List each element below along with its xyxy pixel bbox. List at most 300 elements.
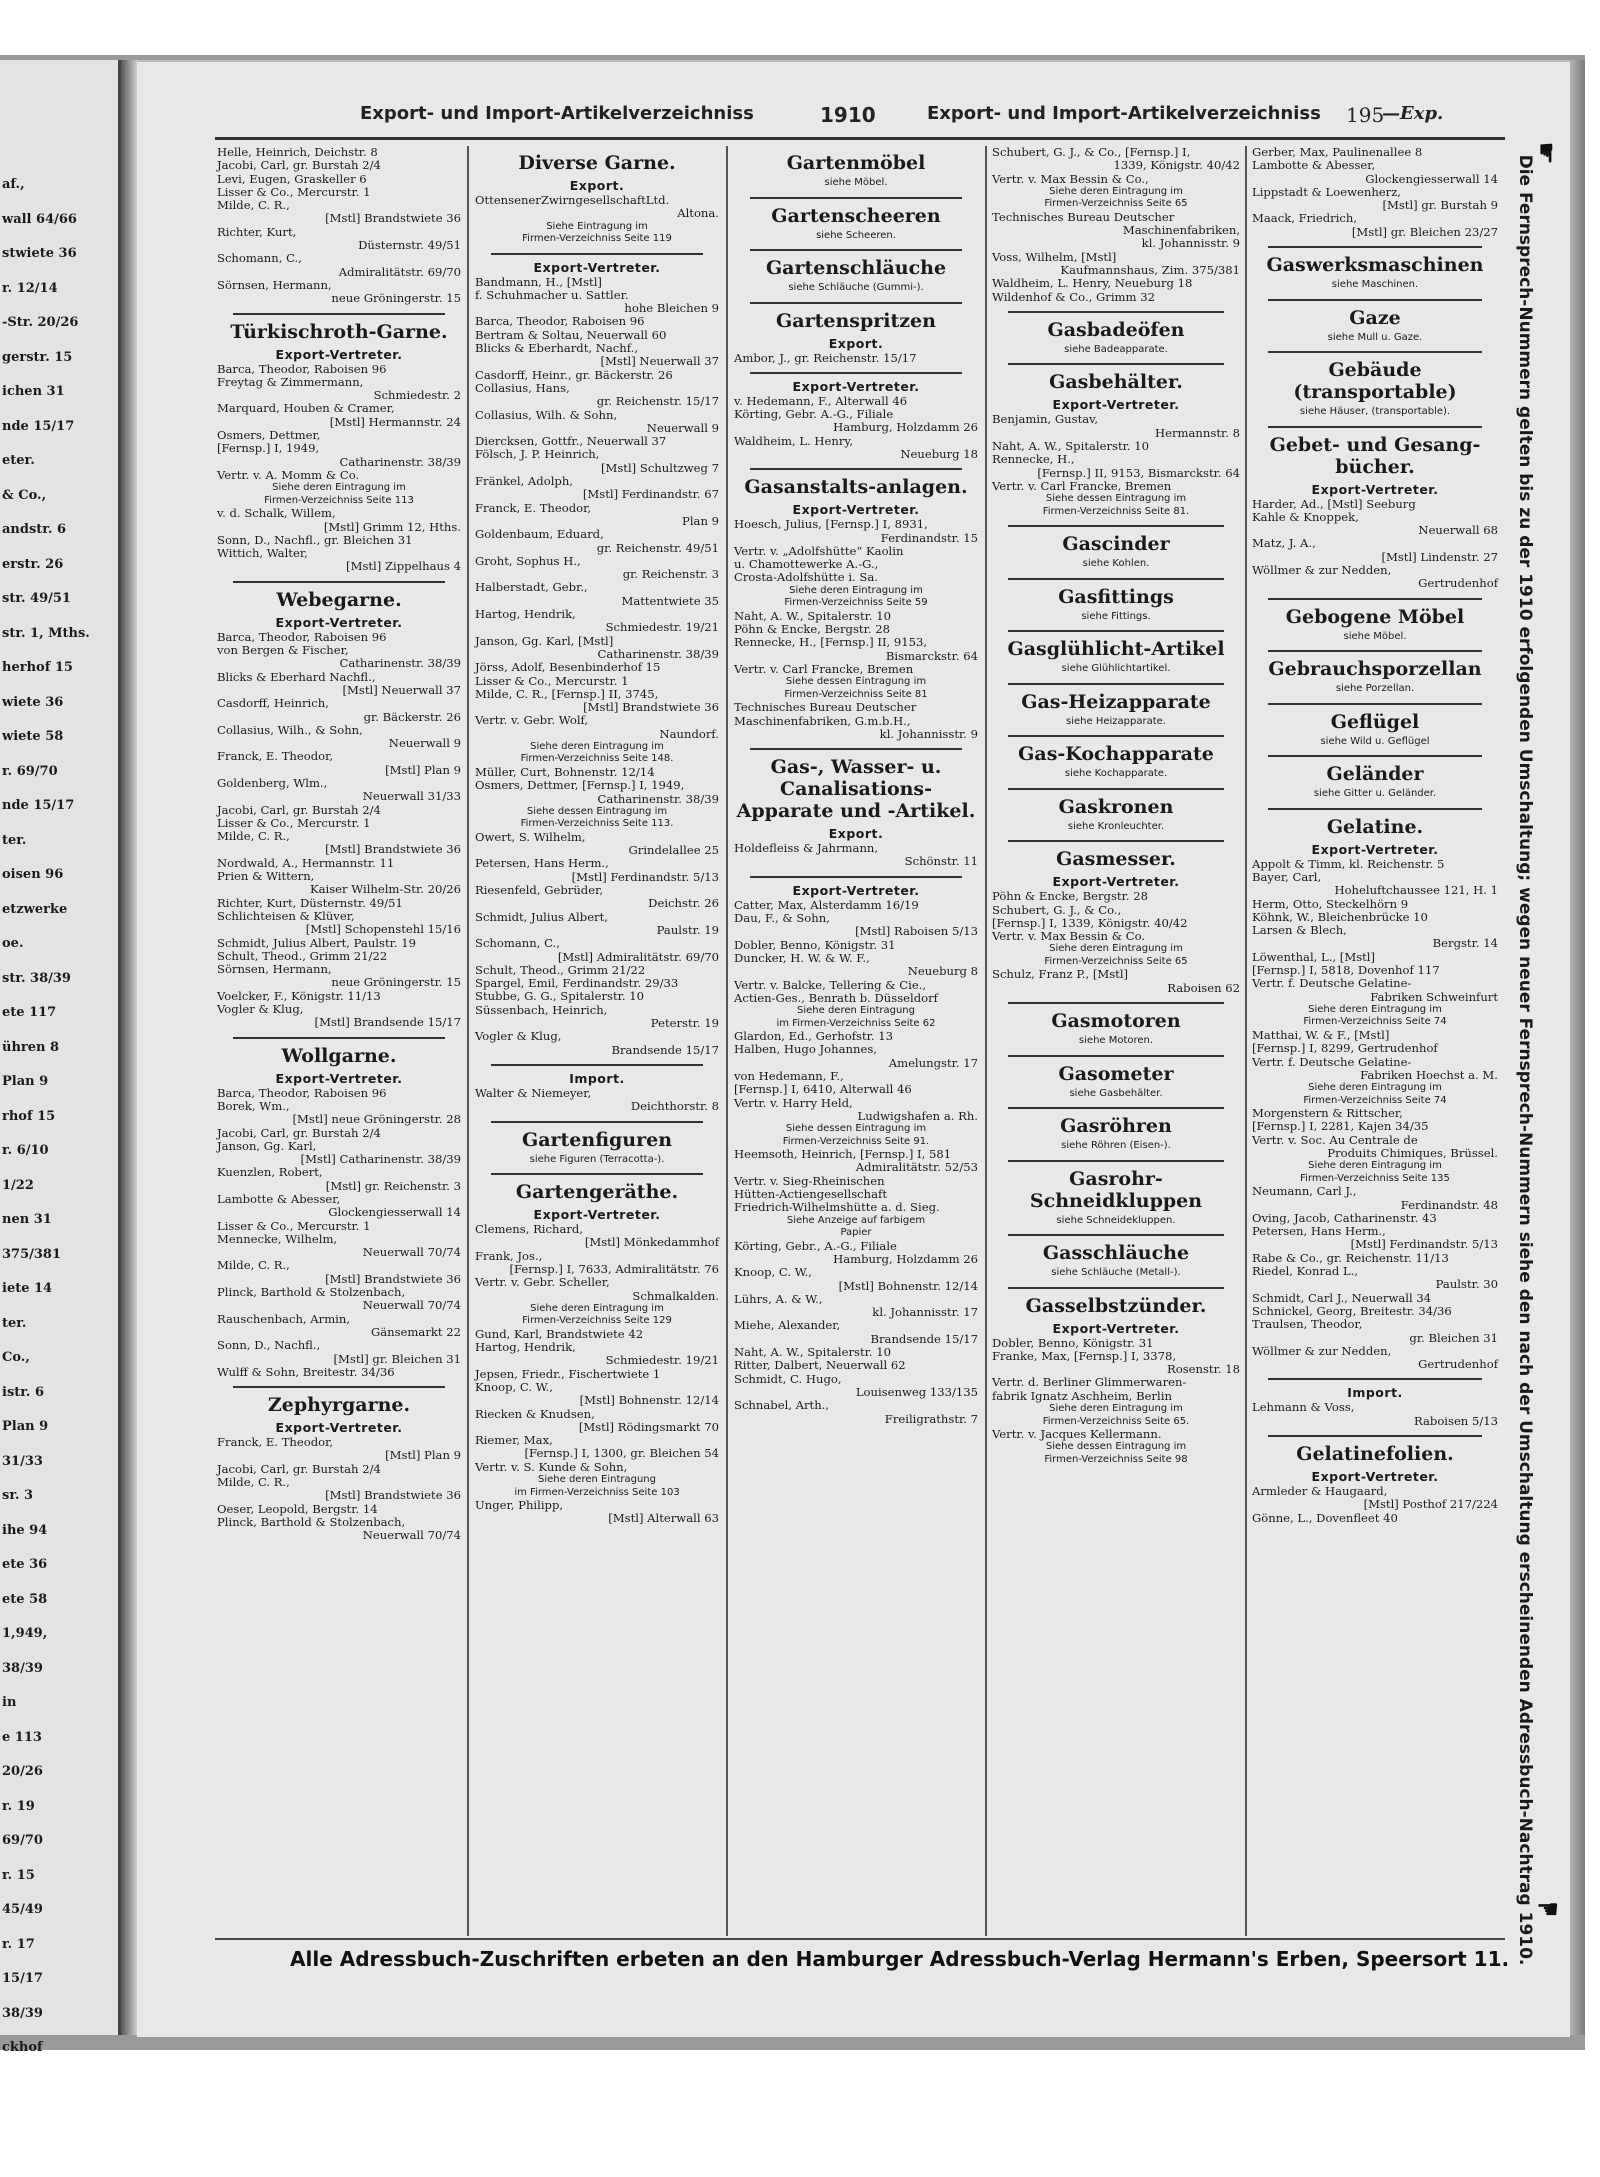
directory-entry: Ambor, J., gr. Reichenstr. 15/17 (734, 350, 917, 365)
directory-entry: Armleder & Haugaard, (1252, 1484, 1388, 1499)
directory-entry: Hartog, Hendrik, (475, 1340, 576, 1355)
category-heading: Gartenfiguren (521, 1128, 673, 1151)
left-page-fragment: r. 12/14 (2, 280, 58, 296)
directory-entry: Bayer, Carl, (1252, 869, 1322, 884)
left-page-fragment: 38/39 (2, 1660, 43, 1676)
directory-entry: v. d. Schalk, Willem, (217, 506, 336, 521)
section-rule (1008, 840, 1224, 842)
section-rule (1008, 1287, 1224, 1289)
directory-entry: Voelcker, F., Königstr. 11/13 (217, 988, 381, 1003)
cross-reference-note: Siehe deren Eintragung im (530, 1302, 664, 1314)
cross-reference-note: siehe Schläuche (Gummi-). (788, 282, 924, 293)
running-header-left: Export- und Import-Artikelverzeichniss (360, 103, 754, 124)
entry-address: Neuerwall 70/74 (362, 1528, 461, 1543)
section-rule (1268, 351, 1482, 353)
directory-entry: Osmers, Dettmer, (217, 428, 321, 443)
category-heading: Gartenscheeren (771, 204, 941, 227)
directory-entry: Schmidt, Julius Albert, Paulstr. 19 (217, 935, 416, 950)
directory-entry: Larsen & Blech, (1252, 923, 1347, 938)
directory-entry: Pöhn & Encke, Bergstr. 28 (992, 889, 1148, 904)
directory-entry: Naht, A. W., Spitalerstr. 10 (734, 1345, 891, 1360)
entry-address: Schmalkalden. (632, 1288, 719, 1303)
directory-entry: Müller, Curt, Bohnenstr. 12/14 (475, 764, 655, 779)
directory-entry: Riemer, Max, (475, 1433, 553, 1448)
column-rule (1245, 146, 1247, 1936)
entry-address: Neuerwall 68 (1418, 523, 1498, 538)
directory-entry: Fölsch, J. P. Heinrich, (475, 447, 600, 462)
cross-reference-note: Siehe deren Eintragung im (1049, 1403, 1183, 1415)
category-label: Export-Vertreter. (792, 502, 920, 518)
section-rule (1268, 426, 1482, 428)
category-label: Export. (569, 178, 625, 193)
left-page-fragment: stwiete 36 (2, 246, 77, 261)
category-label: Export-Vertreter. (275, 1420, 403, 1436)
entry-address: [Mstl] Schopenstehl 15/16 (305, 922, 461, 937)
entry-address: Neueburg 18 (900, 446, 978, 461)
entry-address: Catharinenstr. 38/39 (339, 656, 461, 671)
directory-entry: Sörnsen, Hermann, (217, 277, 332, 292)
pointing-hand-icon: ☚ (1536, 1895, 1560, 1925)
cross-reference-note: im Firmen-Verzeichniss Seite 62 (776, 1017, 936, 1029)
book-spine (121, 60, 137, 2035)
entry-address: Plan 9 (682, 513, 719, 528)
section-rule (1008, 1234, 1224, 1236)
section-rule (1008, 578, 1224, 580)
directory-entry: Barca, Theodor, Raboisen 96 (217, 629, 387, 644)
directory-entry: [Fernsp.] I, 6410, Alterwall 46 (734, 1082, 912, 1097)
entry-address: Rosenstr. 18 (1167, 1362, 1240, 1377)
directory-entry: Ritter, Dalbert, Neuerwall 62 (734, 1358, 906, 1373)
vertical-telephone-note (1510, 154, 1540, 1966)
entry-address: [Mstl] neue Gröningerstr. 28 (292, 1112, 461, 1127)
section-marker: —Exp. (1382, 103, 1444, 124)
entry-address: gr. Reichenstr. 15/17 (596, 394, 719, 409)
directory-entry: Plinck, Barthold & Stolzenbach, (217, 1514, 406, 1529)
cross-reference-note: Firmen-Verzeichniss Seite 148. (520, 753, 674, 765)
section-rule (750, 748, 962, 750)
entry-address: [Mstl] Ferdinandstr. 5/13 (1350, 1237, 1498, 1252)
section-rule (1268, 1378, 1482, 1380)
left-page-fragment: iete 14 (2, 1281, 53, 1296)
category-heading: Zephyrgarne. (267, 1394, 411, 1417)
column-3 (732, 146, 980, 1936)
directory-entry: Knoop, C. W., (734, 1265, 812, 1280)
entry-address: [Mstl] Plan 9 (385, 1448, 461, 1463)
directory-entry: Matthai, W. & F., [Mstl] (1252, 1027, 1390, 1042)
left-page-fragment: oisen 96 (2, 867, 64, 882)
left-page-fragment: eter. (2, 453, 35, 468)
column-5 (1250, 146, 1500, 1936)
section-rule (1268, 299, 1482, 301)
directory-entry: Jacobi, Carl, gr. Burstah 2/4 (217, 1125, 381, 1140)
cross-reference-note: siehe Fittings. (1081, 610, 1151, 622)
category-label: Export-Vertreter. (1052, 1320, 1180, 1336)
directory-entry: Schmidt, Julius Albert, (475, 909, 608, 924)
directory-entry: Vertr. v. Harry Held, (734, 1095, 853, 1110)
entry-address: Ferdinandstr. 48 (1400, 1197, 1498, 1212)
left-page-fragment: -Str. 20/26 (2, 315, 79, 330)
left-page-fragment: ete 58 (2, 1591, 48, 1607)
entry-address: Düsternstr. 49/51 (358, 238, 461, 253)
entry-address: Schmiedestr. 19/21 (605, 1353, 719, 1368)
directory-entry: Petersen, Hans Herm., (475, 856, 609, 871)
category-label: Export-Vertreter. (792, 882, 920, 898)
entry-address: Neuerwall 70/74 (362, 1298, 461, 1313)
entry-address: [Mstl] Grimm 12, Hths. (323, 519, 461, 534)
cross-reference-note: siehe Schläuche (Metall-). (1051, 1267, 1181, 1279)
section-rule (1268, 1435, 1482, 1437)
directory-entry: Gerber, Max, Paulinenallee 8 (1252, 145, 1423, 159)
left-page-fragment: 69/70 (2, 1833, 43, 1848)
entry-address: Deichstr. 26 (648, 896, 719, 911)
entry-address: Paulstr. 30 (1435, 1277, 1498, 1292)
directory-entry: Vertr. v. Soc. Au Centrale de (1252, 1132, 1418, 1147)
directory-entry: Goldenberg, Wlm., (217, 775, 328, 790)
left-page-fragment: istr. 6 (2, 1384, 45, 1400)
cross-reference-note: siehe Glühlichtartikel. (1061, 663, 1171, 675)
entry-address: [Mstl] Bohnenstr. 12/14 (579, 1393, 719, 1408)
directory-entry: Lisser & Co., Mercurstr. 1 (217, 184, 371, 199)
category-heading: Gascinder (1062, 533, 1170, 556)
directory-entry: Hartog, Hendrik, (475, 607, 576, 622)
cross-reference-note: siehe Motoren. (1078, 1035, 1154, 1047)
left-page-fragment: andstr. 6 (2, 522, 67, 537)
cross-reference-note: Papier (840, 1227, 872, 1239)
category-label: Export-Vertreter. (533, 1207, 661, 1223)
directory-entry: Lisser & Co., Mercurstr. 1 (475, 673, 629, 688)
directory-entry: Oeser, Leopold, Bergstr. 14 (217, 1501, 378, 1516)
directory-entry: Benjamin, Gustav, (992, 412, 1099, 427)
entry-address: [Mstl] Mönkedammhof (584, 1235, 719, 1250)
left-page-fragment: r. 19 (2, 1798, 35, 1814)
entry-address: [Mstl] Neuerwall 37 (600, 354, 719, 369)
category-heading: Webegarne. (276, 588, 402, 611)
entry-address: Maschinenfabriken, (1122, 223, 1240, 238)
directory-entry: Stubbe, G. G., Spitalerstr. 10 (475, 989, 645, 1004)
header-rule (215, 137, 1505, 140)
section-rule (491, 1173, 703, 1175)
directory-entry: [Fernsp.] I, 8299, Gertrudenhof (1252, 1041, 1438, 1056)
cross-reference-note: Firmen-Verzeichniss Seite 65 (1044, 955, 1188, 967)
directory-entry: Lambotte & Abesser, (217, 1192, 341, 1206)
directory-entry: Actien-Ges., Benrath b. Düsseldorf (734, 990, 938, 1005)
entry-address: Ludwigshafen a. Rh. (857, 1108, 978, 1123)
section-rule (1268, 808, 1482, 810)
entry-address: [Mstl] Ferdinandstr. 67 (582, 487, 719, 502)
section-rule (1008, 311, 1224, 313)
cross-reference-note: Firmen-Verzeichniss Seite 74 (1303, 1016, 1447, 1028)
directory-entry: Vertr. f. Deutsche Gelatine- (1252, 1054, 1412, 1069)
directory-entry: [Fernsp.] I, 1339, Königstr. 40/42 (992, 915, 1188, 930)
left-page-fragment: str. 38/39 (2, 970, 71, 986)
directory-entry: Wildenhof & Co., Grimm 32 (992, 289, 1155, 304)
cross-reference-note: Siehe dessen Eintragung im (1045, 493, 1187, 505)
cross-reference-note: siehe Badeapparate. (1064, 343, 1168, 355)
directory-entry: Franke, Max, [Fernsp.] I, 3378, (992, 1348, 1177, 1363)
cross-reference-note: Firmen-Verzeichniss Seite 129 (522, 1315, 672, 1327)
entry-address: [Mstl] Rödingsmarkt 70 (578, 1419, 719, 1434)
cross-reference-note: siehe Kronleuchter. (1067, 820, 1165, 832)
directory-entry: Technisches Bureau Deutscher (992, 209, 1175, 224)
category-label: Export-Vertreter. (1311, 481, 1439, 497)
directory-entry: Schult, Theod., Grimm 21/22 (475, 962, 646, 977)
directory-entry: Lührs, A. & W., (734, 1291, 823, 1306)
cross-reference-note: siehe Gitter u. Geländer. (1313, 788, 1437, 800)
cross-reference-note: siehe Figuren (Terracotta-). (529, 1153, 665, 1165)
entry-address: Catharinenstr. 38/39 (339, 454, 461, 469)
entry-address: [Fernsp.] I, 1300, gr. Bleichen 54 (524, 1446, 719, 1461)
category-heading: Gaze (1349, 306, 1401, 329)
pointing-hand-icon: ☛ (1530, 141, 1561, 165)
category-heading: Gasglühlicht-Artikel (1007, 638, 1225, 661)
section-rule (1268, 246, 1482, 248)
entry-address: Kaufmannshaus, Zim. 375/381 (1060, 263, 1240, 278)
directory-entry: Halben, Hugo Johannes, (734, 1042, 877, 1057)
category-heading: Gasbadeöfen (1047, 318, 1185, 341)
section-rule (233, 1037, 445, 1039)
section-rule (750, 372, 962, 374)
directory-entry: Appolt & Timm, kl. Reichenstr. 5 (1252, 856, 1445, 871)
entry-address: Mattentwiete 35 (621, 593, 719, 608)
cross-reference-note: siehe Wild u. Geflügel (1320, 735, 1430, 747)
entry-address: [Mstl] gr. Reichenstr. 3 (325, 1178, 461, 1193)
directory-entry: u. Chamottewerke A.-G., (734, 557, 879, 572)
directory-entry: Casdorff, Heinr., gr. Bäckerstr. 26 (475, 367, 673, 382)
running-header-year: 1910 (820, 103, 876, 127)
directory-entry: Blicks & Eberhard Nachfl., (217, 669, 376, 684)
left-page-fragment: r. 15 (2, 1867, 35, 1883)
directory-entry: Groht, Sophus H., (475, 553, 581, 568)
directory-entry: Schult, Theod., Grimm 21/22 (217, 948, 388, 963)
directory-entry: Bandmann, H., [Mstl] (475, 274, 602, 289)
section-rule (1008, 1055, 1224, 1057)
section-rule (750, 197, 962, 199)
cross-reference-note: siehe Kohlen. (1082, 558, 1150, 570)
cross-reference-note: Siehe deren Eintragung im (1308, 1160, 1442, 1172)
directory-entry: Heemsoth, Heinrich, [Fernsp.] I, 581 (734, 1147, 952, 1162)
cross-reference-note: Siehe dessen Eintragung im (785, 1123, 927, 1135)
directory-entry: Wittich, Walter, (217, 546, 308, 561)
category-heading: Gartengeräthe. (515, 1181, 679, 1204)
directory-entry: Osmers, Dettmer, [Fernsp.] I, 1949, (475, 778, 685, 793)
section-rule (233, 313, 445, 315)
directory-entry: Neumann, Carl J., (1252, 1184, 1357, 1199)
left-page-fragment: ckhof (2, 2040, 43, 2055)
entry-address: [Mstl] Lindenstr. 27 (1381, 549, 1498, 564)
directory-entry: Vogler & Klug, (217, 1002, 304, 1017)
cross-reference-note: im Firmen-Verzeichniss Seite 103 (514, 1486, 680, 1498)
left-page-fragment: ter. (2, 832, 27, 848)
entry-address: [Mstl] Catharinenstr. 38/39 (300, 1152, 461, 1167)
directory-entry: Franck, E. Theodor, (475, 500, 592, 515)
entry-address: Admiralitätstr. 69/70 (338, 264, 461, 279)
directory-entry: Traulsen, Theodor, (1252, 1317, 1363, 1332)
directory-entry: von Bergen & Fischer, (217, 643, 349, 658)
entry-address: Fabriken Schweinfurt (1370, 989, 1498, 1004)
category-heading: Gartenspritzen (776, 309, 936, 332)
column-rule (726, 146, 728, 1936)
directory-entry: Vertr. v. Sieg-Rheinischen (734, 1173, 885, 1188)
section-rule (1008, 363, 1224, 365)
entry-address: Glockengiesserwall 14 (1365, 171, 1498, 186)
cross-reference-note: Siehe deren Eintragung (797, 1005, 915, 1017)
entry-address: Gertrudenhof (1418, 576, 1498, 591)
entry-address: gr. Bäckerstr. 26 (363, 709, 461, 724)
section-rule (491, 1064, 703, 1066)
directory-entry: Vertr. v. S. Kunde & Sohn, (475, 1459, 628, 1474)
entry-address: Brandsende 15/17 (611, 1042, 719, 1057)
directory-entry: Collasius, Wilh., & Sohn, (217, 722, 363, 737)
cross-reference-note: Siehe dessen Eintragung im (526, 805, 668, 817)
directory-entry: Walter & Niemeyer, (475, 1085, 592, 1100)
category-heading: Gebäude (transportable) (1293, 359, 1457, 404)
directory-entry: Vertr. v. Max Bessin & Co. (992, 929, 1146, 944)
left-page-fragment: 1,949, (2, 1626, 48, 1641)
cross-reference-note: siehe Kochapparate. (1064, 768, 1168, 780)
cross-reference-note: siehe Schneidekluppen. (1056, 1214, 1176, 1226)
cross-reference-note: Siehe deren Eintragung im (530, 740, 664, 752)
entry-address: [Mstl] Brandstwiete 36 (325, 211, 461, 226)
section-rule (750, 249, 962, 251)
section-rule (233, 1386, 445, 1388)
directory-entry: Diercksen, Gottfr., Neuerwall 37 (475, 434, 667, 449)
entry-address: [Mstl] Neuerwall 37 (342, 682, 461, 697)
section-rule (1008, 735, 1224, 737)
directory-entry: Dobler, Benno, Königstr. 31 (734, 937, 896, 952)
category-heading: Gasmesser. (1056, 848, 1176, 871)
entry-address: Raboisen 62 (1167, 980, 1240, 995)
directory-entry: Friedrich-Wilhelmshütte a. d. Sieg. (734, 1200, 940, 1215)
entry-address: [Mstl] Admiralitätstr. 69/70 (557, 949, 719, 964)
directory-entry: Maack, Friedrich, (1252, 211, 1358, 226)
directory-entry: Dobler, Benno, Königstr. 31 (992, 1335, 1154, 1350)
left-page-fragment: wiete 58 (2, 729, 64, 744)
category-heading: Gas-, Wasser- u. Canalisations-Apparate und -Artikel. (736, 756, 976, 823)
directory-entry: Crosta-Adolfshütte i. Sa. (734, 570, 878, 585)
cross-reference-note: Firmen-Verzeichniss Seite 119 (522, 233, 672, 245)
section-rule (491, 253, 703, 255)
directory-entry: Jepsen, Friedr., Fischertwiete 1 (475, 1366, 661, 1381)
entry-address: Gertrudenhof (1418, 1357, 1498, 1372)
cross-reference-note: siehe Möbel. (1343, 630, 1407, 642)
directory-entry: Petersen, Hans Herm., (1252, 1224, 1386, 1239)
directory-entry: Clemens, Richard, (475, 1222, 584, 1237)
category-heading: Diverse Garne. (518, 152, 676, 174)
entry-address: Deichthorstr. 8 (630, 1099, 719, 1114)
section-rule (1008, 683, 1224, 685)
directory-entry: Vertr. d. Berliner Glimmerwaren- (992, 1375, 1187, 1390)
cross-reference-note: Firmen-Verzeichniss Seite 74 (1303, 1094, 1447, 1106)
entry-address: Amelungstr. 17 (888, 1055, 978, 1070)
entry-address: Catharinenstr. 38/39 (597, 646, 719, 661)
entry-address: Schmiedestr. 2 (373, 388, 461, 403)
left-page-fragment: ihe 94 (2, 1522, 48, 1538)
left-page-fragment: 375/381 (2, 1246, 62, 1262)
directory-entry: Vertr. v. Carl Francke, Bremen (734, 661, 914, 676)
section-rule (1268, 755, 1482, 757)
directory-entry: Jacobi, Carl, gr. Burstah 2/4 (217, 1461, 381, 1476)
directory-entry: Schomann, C., (475, 936, 560, 951)
directory-entry: Wöllmer & zur Nedden, (1252, 1343, 1392, 1358)
entry-address: Raboisen 5/13 (1413, 1413, 1498, 1428)
directory-entry: Vertr. v. A. Momm & Co. (217, 467, 360, 482)
directory-entry: Plinck, Barthold & Stolzenbach, (217, 1285, 406, 1300)
category-heading: Gartenmöbel (786, 152, 926, 174)
directory-entry: Barca, Theodor, Raboisen 96 (217, 1085, 387, 1100)
cross-reference-note: Siehe deren Eintragung (538, 1474, 656, 1486)
entry-address: Bergstr. 14 (1432, 936, 1498, 951)
category-heading: Wollgarne. (281, 1044, 397, 1067)
cross-reference-note: siehe Möbel. (824, 177, 888, 188)
directory-entry: Löwenthal, L., [Mstl] (1252, 949, 1376, 964)
left-page-fragment: wall 64/66 (2, 211, 77, 227)
directory-entry: Nordwald, A., Hermannstr. 11 (217, 855, 395, 870)
directory-entry: Casdorff, Heinrich, (217, 696, 329, 711)
directory-entry: Levi, Eugen, Graskeller 6 (217, 171, 367, 186)
cross-reference-note: Firmen-Verzeichniss Seite 81 (784, 688, 928, 700)
left-page-fragment: r. 69/70 (2, 763, 58, 779)
entry-address: Hoheluftchaussee 121, H. 1 (1334, 883, 1498, 898)
entry-address: Gänsemarkt 22 (370, 1324, 461, 1339)
left-page-fragment: gerstr. 15 (2, 349, 73, 365)
directory-entry: Schmidt, Carl J., Neuerwall 34 (1252, 1290, 1432, 1305)
directory-entry: Lambotte & Abesser, (1252, 158, 1376, 173)
cross-reference-note: Firmen-Verzeichniss Seite 98 (1044, 1453, 1188, 1465)
section-rule (1008, 1107, 1224, 1109)
directory-entry: Schmidt, C. Hugo, (734, 1371, 842, 1386)
entry-address: Naundorf. (659, 726, 719, 741)
left-page-fragment: str. 49/51 (2, 591, 71, 606)
category-heading: Gasbehälter. (1049, 371, 1183, 394)
cross-reference-note: siehe Porzellan. (1335, 683, 1415, 695)
directory-entry: Rennecke, H., (992, 452, 1075, 467)
directory-entry: Schomann, C., (217, 251, 302, 266)
running-header-right: Export- und Import-Artikelverzeichniss (927, 103, 1321, 124)
directory-entry: Jacobi, Carl, gr. Burstah 2/4 (217, 158, 381, 173)
directory-entry: Voss, Wilhelm, [Mstl] (992, 249, 1117, 264)
directory-entry: [Fernsp.] I, 2281, Kajen 34/35 (1252, 1119, 1429, 1134)
cross-reference-note: Siehe dessen Eintragung im (1045, 1441, 1187, 1453)
category-label: Export-Vertreter. (792, 378, 920, 394)
cross-reference-note: siehe Gasbehälter. (1069, 1087, 1163, 1099)
left-page-fragment: nde 15/17 (2, 798, 75, 813)
left-page-fragment: erstr. 26 (2, 556, 64, 572)
cross-reference-note: Siehe deren Eintragung im (1049, 185, 1183, 197)
entry-address: Paulstr. 19 (656, 922, 719, 937)
directory-entry: Prien & Wittern, (217, 869, 315, 884)
category-heading: Gebogene Möbel (1285, 605, 1465, 628)
category-heading: Gasfittings (1058, 585, 1174, 608)
directory-entry: Holdefleiss & Jahrmann, (734, 841, 879, 856)
directory-entry: Frank, Jos., (475, 1248, 543, 1263)
directory-entry: Maschinenfabriken, G.m.b.H., (734, 713, 911, 728)
directory-entry: OttensenerZwirngesellschaftLtd. (475, 193, 670, 207)
directory-entry: Vertr. v. Jacques Kellermann. (992, 1427, 1162, 1442)
cross-reference-note: Firmen-Verzeichniss Seite 81. (1042, 505, 1190, 517)
directory-entry: Rauschenbach, Armin, (217, 1311, 351, 1326)
entry-address: Produits Chimiques, Brüssel. (1327, 1146, 1498, 1160)
directory-entry: Borek, Wm., (217, 1098, 290, 1113)
directory-entry: Vertr. v. Gebr. Wolf, (475, 713, 589, 728)
directory-entry: Kahle & Knoppek, (1252, 509, 1359, 524)
entry-address: Freiligrathstr. 7 (884, 1411, 978, 1426)
directory-entry: Halberstadt, Gebr., (475, 580, 588, 595)
entry-address: Schönstr. 11 (904, 854, 978, 869)
column-rule (467, 146, 469, 1936)
directory-entry: Catter, Max, Alsterdamm 16/19 (734, 897, 919, 912)
category-label: Export-Vertreter. (1311, 1469, 1439, 1485)
directory-entry: [Fernsp.] I, 1949, (217, 441, 320, 456)
